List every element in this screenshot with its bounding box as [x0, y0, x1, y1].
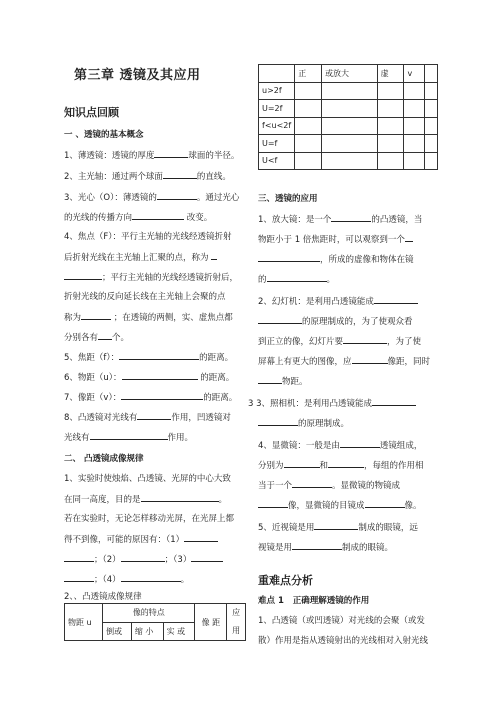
cell-real-virtual: 实 或 — [163, 622, 195, 641]
app-5-line-2: 视镜是用 制成的眼镜。 — [258, 540, 393, 553]
app-2-line-5: 物距。 — [258, 374, 308, 387]
app-2-line-2: 的原理制成的，为了使观众看 — [258, 314, 413, 327]
item-4-line-5: 称为 ；在透镜的两侧，实、虚焦点都 — [64, 310, 233, 323]
app-2-line-3: 到正立的像，幻灯片要 ，为了使 — [258, 334, 421, 347]
difficulty-1-title: 难点 1 正确理解透镜的作用 — [258, 596, 370, 606]
key-points-heading: 重难点分析 — [258, 574, 313, 587]
app-4-line-4: 像，显微镜的目镜成 像。 — [258, 498, 422, 511]
item-4-line-6: 分别各有 个。 — [64, 330, 129, 343]
item-4-line-3: ；平行主光轴的光线经透镜折射后， — [64, 270, 238, 283]
app-3-line-1: 3 3、照相机：是利用凸透镜能成 — [248, 396, 416, 409]
app-3-line-2: 的原理制成。 — [258, 416, 349, 429]
section-3-title: 三、透镜的应用 — [258, 194, 318, 204]
app-1-line-1: 1、放大镜：是一个 的凸透镜，当 — [258, 212, 422, 225]
item-8-line-1: 8、凸透镜对光线有 作用，凹透镜对 — [64, 410, 231, 423]
imaging-table-body — [258, 64, 438, 170]
header-cell — [425, 65, 438, 83]
col-application: 应 用 — [227, 604, 246, 641]
row-label: U=2f — [259, 100, 295, 118]
row-label: u>2f — [259, 82, 295, 100]
app-5-line-1: 5、近视镜是用 制成的眼镜，远 — [258, 520, 418, 533]
difficulty-1-line-2: 散）作用是指从透镜射出的光线相对入射光线 — [258, 636, 429, 646]
difficulty-1-line-1: 1、凸透镜（或凹透镜）对光线的会聚（或发 — [258, 616, 425, 626]
header-cell: 或放大 — [322, 65, 378, 83]
app-1-line-3: ，所成的虚像和物体在镜 — [258, 252, 414, 265]
app-2-line-1: 2、幻灯机：是利用凸透镜能成 — [258, 294, 418, 307]
header-cell: 虚 — [377, 65, 404, 83]
row-label: f<u<2f — [259, 117, 295, 135]
chapter-title: 第三章 透镜及其应用 — [74, 68, 201, 83]
item-1-line: 1、薄透镜：透镜的厚度 球面的半径。 — [64, 148, 239, 161]
exp-line-7: 2、、凸透镜成像规律 — [64, 592, 142, 602]
item-5-line: 5、焦距（f）： 的距离。 — [64, 350, 233, 363]
row-label: U<f — [259, 152, 295, 170]
item-4-line-1: 4、焦点（F）：平行主光轴的光线经透镜折射 — [64, 232, 232, 242]
imaging-table-header — [64, 603, 246, 641]
header-cell: 正 — [295, 65, 322, 83]
exp-line-3: 若在实验时，无论怎样移动光屏，在光屏上都 — [64, 514, 235, 524]
exp-line-1: 1、实验时使烛焰、凸透镜、光屏的中心大致 — [64, 474, 231, 484]
col-object-distance: 物距 u — [65, 604, 103, 641]
cell-size: 缩 小 — [131, 622, 163, 641]
item-4-line-2: 后折射光线在主光轴上汇聚的点，称为 — [64, 250, 217, 263]
item-2-line: 2、主光轴：通过两个球面 的直线。 — [64, 169, 231, 182]
exp-line-5: ；（2） ；（3） — [64, 552, 223, 565]
app-4-line-2: 分别为 和 ，每组的作用相 — [258, 458, 424, 471]
item-4-line-4: 折射光线的反向延长线在主光轴上会聚的点 — [64, 292, 226, 302]
item-6-line: 6、物距（u）： 的距离。 — [64, 370, 234, 383]
exp-line-6: ；（4） 。 — [64, 572, 189, 585]
review-heading: 知识点回顾 — [64, 106, 119, 119]
exp-line-2: 在同一高度，目的是 。 — [64, 492, 227, 505]
item-7-line: 7、像距（v）： 的距离。 — [64, 390, 237, 403]
section-1-title: 一 、透镜的基本概念 — [64, 130, 144, 140]
app-1-line-2: 物距小于 1 倍焦距时，可以观察到一个 — [258, 232, 413, 245]
item-3-line-1: 3、光心（O）：薄透镜的 。通过光心 — [64, 190, 239, 203]
app-1-line-4: 的 。 — [258, 272, 335, 285]
app-4-line-1: 4、显微镜：一般是由 透镜组成， — [258, 438, 422, 451]
header-cell — [259, 65, 295, 83]
section-2-title: 二、 凸透镜成像规律 — [64, 454, 144, 464]
cell-upright-inverted: 倒或 — [103, 622, 132, 641]
row-label: U=f — [259, 135, 295, 153]
col-image-features: 像的特点 — [103, 604, 195, 623]
item-8-line-2: 光线有 作用。 — [64, 430, 193, 443]
item-3-line-2: 的光线的传播方向 改变。 — [64, 210, 212, 223]
col-image-distance: 像 距 — [195, 604, 227, 641]
exp-line-4: 得不到像，可能的原因有：（1） — [64, 532, 218, 545]
header-cell: v — [404, 65, 425, 83]
app-4-line-3: 当于一个 。显微镜的物镜成 — [258, 478, 400, 491]
app-2-line-4: 屏幕上有更大的图像，应 像距，同时 — [258, 354, 430, 367]
